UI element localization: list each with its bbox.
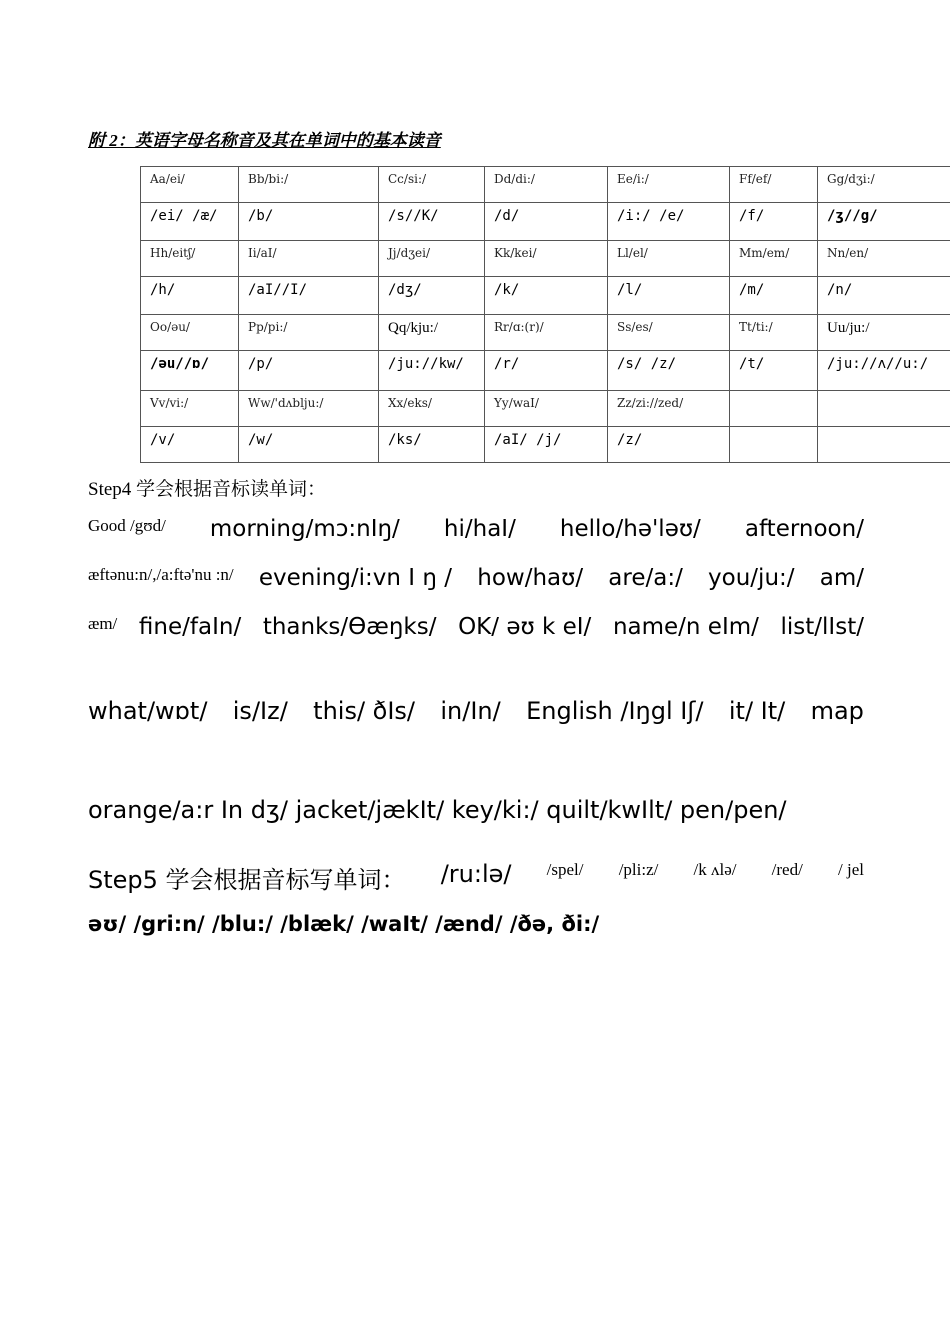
alphabet-cell: /s//K/	[379, 203, 485, 241]
alphabet-row	[141, 427, 950, 463]
word-spell-ipa: /spel/	[546, 860, 584, 879]
alphabet-row	[141, 241, 950, 277]
alphabet-cell: /f/	[730, 203, 818, 241]
alphabet-cell: Vv/vi:/	[141, 391, 239, 427]
step4-line-5: orange/a:r In dʒ/ jacket/jækIt/ key/ki:/ quilt/kwIlt/ pen/pen/	[88, 796, 787, 824]
alphabet-cell: /ʒ//g/	[818, 203, 950, 241]
word-ok: OK/ əʊ k eI/	[458, 614, 592, 640]
alphabet-cell: /aI//I/	[239, 277, 379, 315]
alphabet-cell	[818, 391, 950, 427]
step4-line-1	[88, 516, 864, 542]
alphabet-cell: Hh/eitʃ/	[141, 241, 239, 277]
alphabet-cell: Bb/bi:/	[239, 167, 379, 203]
alphabet-cell: /s/ /z/	[608, 351, 730, 391]
alphabet-cell: Mm/em/	[730, 241, 818, 277]
step5-line-1	[88, 860, 864, 895]
word-good: Good /gʊd/	[88, 516, 166, 535]
word-this: this/ ðIs/	[313, 697, 416, 725]
alphabet-cell: /b/	[239, 203, 379, 241]
step4-line-4	[88, 697, 864, 725]
alphabet-cell: Jj/dʒei/	[379, 241, 485, 277]
word-am-ipa: æm/	[88, 614, 118, 633]
word-thanks: thanks/Өæŋks/	[262, 614, 437, 640]
alphabet-cell: /w/	[239, 427, 379, 463]
word-please-ipa: /pli:z/	[618, 860, 659, 879]
word-ruler-ipa: /ru:lə/	[440, 860, 512, 888]
alphabet-cell: /r/	[485, 351, 608, 391]
alphabet-cell: Gg/dʒi:/	[818, 167, 950, 203]
word-hello: hello/hə'ləʊ/	[559, 516, 701, 542]
word-how: how/haʊ/	[477, 565, 584, 591]
word-list: list/lIst/	[780, 614, 864, 640]
alphabet-cell: /k/	[485, 277, 608, 315]
alphabet-cell: Qq/kju:/	[379, 315, 485, 351]
alphabet-cell: /ju://kw/	[379, 351, 485, 391]
word-evening: evening/i:vn I ŋ /	[258, 565, 453, 591]
alphabet-cell: /v/	[141, 427, 239, 463]
alphabet-cell	[730, 391, 818, 427]
word-fine: fine/faIn/	[138, 614, 242, 640]
alphabet-cell: /l/	[608, 277, 730, 315]
word-yellow-ipa: / jel	[838, 860, 864, 879]
alphabet-row	[141, 203, 950, 241]
alphabet-cell: Oo/əu/	[141, 315, 239, 351]
alphabet-cell: /z/	[608, 427, 730, 463]
alphabet-cell: Aa/ei/	[141, 167, 239, 203]
word-hi: hi/haI/	[443, 516, 516, 542]
alphabet-row	[141, 315, 950, 351]
word-is: is/Iz/	[232, 697, 288, 725]
alphabet-cell: Zz/zi://zed/	[608, 391, 730, 427]
alphabet-row	[141, 167, 950, 203]
alphabet-cell: Uu/ju:/	[818, 315, 950, 351]
word-in: in/In/	[440, 697, 501, 725]
step4-title: Step4 学会根据音标读单词：	[88, 479, 327, 500]
alphabet-cell: Yy/waI/	[485, 391, 608, 427]
alphabet-cell: Ee/i:/	[608, 167, 730, 203]
alphabet-cell: Ii/aI/	[239, 241, 379, 277]
alphabet-cell: Pp/pi:/	[239, 315, 379, 351]
alphabet-cell: Dd/di:/	[485, 167, 608, 203]
page-heading: 附 2：英语字母名称音及其在单词中的基本读音	[88, 131, 441, 150]
alphabet-cell: Ww/'dʌblju:/	[239, 391, 379, 427]
alphabet-cell: /ei/ /æ/	[141, 203, 239, 241]
alphabet-cell: /h/	[141, 277, 239, 315]
alphabet-cell	[730, 427, 818, 463]
alphabet-row	[141, 391, 950, 427]
alphabet-cell: /dʒ/	[379, 277, 485, 315]
step4-line-2	[88, 565, 864, 591]
alphabet-cell: /ks/	[379, 427, 485, 463]
alphabet-cell: Rr/ɑ:(r)/	[485, 315, 608, 351]
alphabet-cell: /n/	[818, 277, 950, 315]
alphabet-cell: /aI/ /j/	[485, 427, 608, 463]
alphabet-cell: /ju://ʌ//u:/	[818, 351, 950, 391]
alphabet-cell: Ll/el/	[608, 241, 730, 277]
alphabet-row	[141, 277, 950, 315]
alphabet-cell: /d/	[485, 203, 608, 241]
alphabet-cell: /p/	[239, 351, 379, 391]
alphabet-cell: Ss/es/	[608, 315, 730, 351]
word-you: you/ju:/	[708, 565, 795, 591]
word-afternoon: afternoon/	[744, 516, 864, 542]
alphabet-cell: Kk/kei/	[485, 241, 608, 277]
alphabet-cell	[818, 427, 950, 463]
alphabet-cell: Ff/ef/	[730, 167, 818, 203]
step5-title: Step5 学会根据音标写单词：	[88, 866, 406, 894]
word-it: it/ It/	[728, 697, 786, 725]
word-morning: morning/mɔ:nIŋ/	[209, 516, 400, 542]
word-map: map	[810, 697, 864, 725]
word-colour-ipa: /k ʌlə/	[693, 860, 737, 879]
step5-line-2: əʊ/ /gri:n/ /blu:/ /blæk/ /waIt/ /ænd/ /ðə, ði:/	[88, 912, 600, 936]
step4-line-3	[88, 614, 864, 640]
word-name: name/n eIm/	[612, 614, 759, 640]
word-afternoon-ipa: æftənu:n/,/a:ftə'nu :n/	[88, 565, 234, 584]
alphabet-cell: /i:/ /e/	[608, 203, 730, 241]
alphabet-cell: /m/	[730, 277, 818, 315]
word-are: are/a:/	[608, 565, 683, 591]
word-red-ipa: /red/	[771, 860, 803, 879]
alphabet-cell: /t/	[730, 351, 818, 391]
word-what: what/wɒt/	[88, 697, 208, 725]
word-am: am/	[819, 565, 864, 591]
alphabet-cell: Tt/ti:/	[730, 315, 818, 351]
alphabet-cell: Nn/en/	[818, 241, 950, 277]
word-english: English /Iŋgl Iʃ/	[526, 697, 704, 725]
alphabet-row	[141, 351, 950, 391]
alphabet-cell: Xx/eks/	[379, 391, 485, 427]
alphabet-table	[140, 166, 950, 463]
alphabet-cell: Cc/si:/	[379, 167, 485, 203]
alphabet-cell: /əu//ɒ/	[141, 351, 239, 391]
